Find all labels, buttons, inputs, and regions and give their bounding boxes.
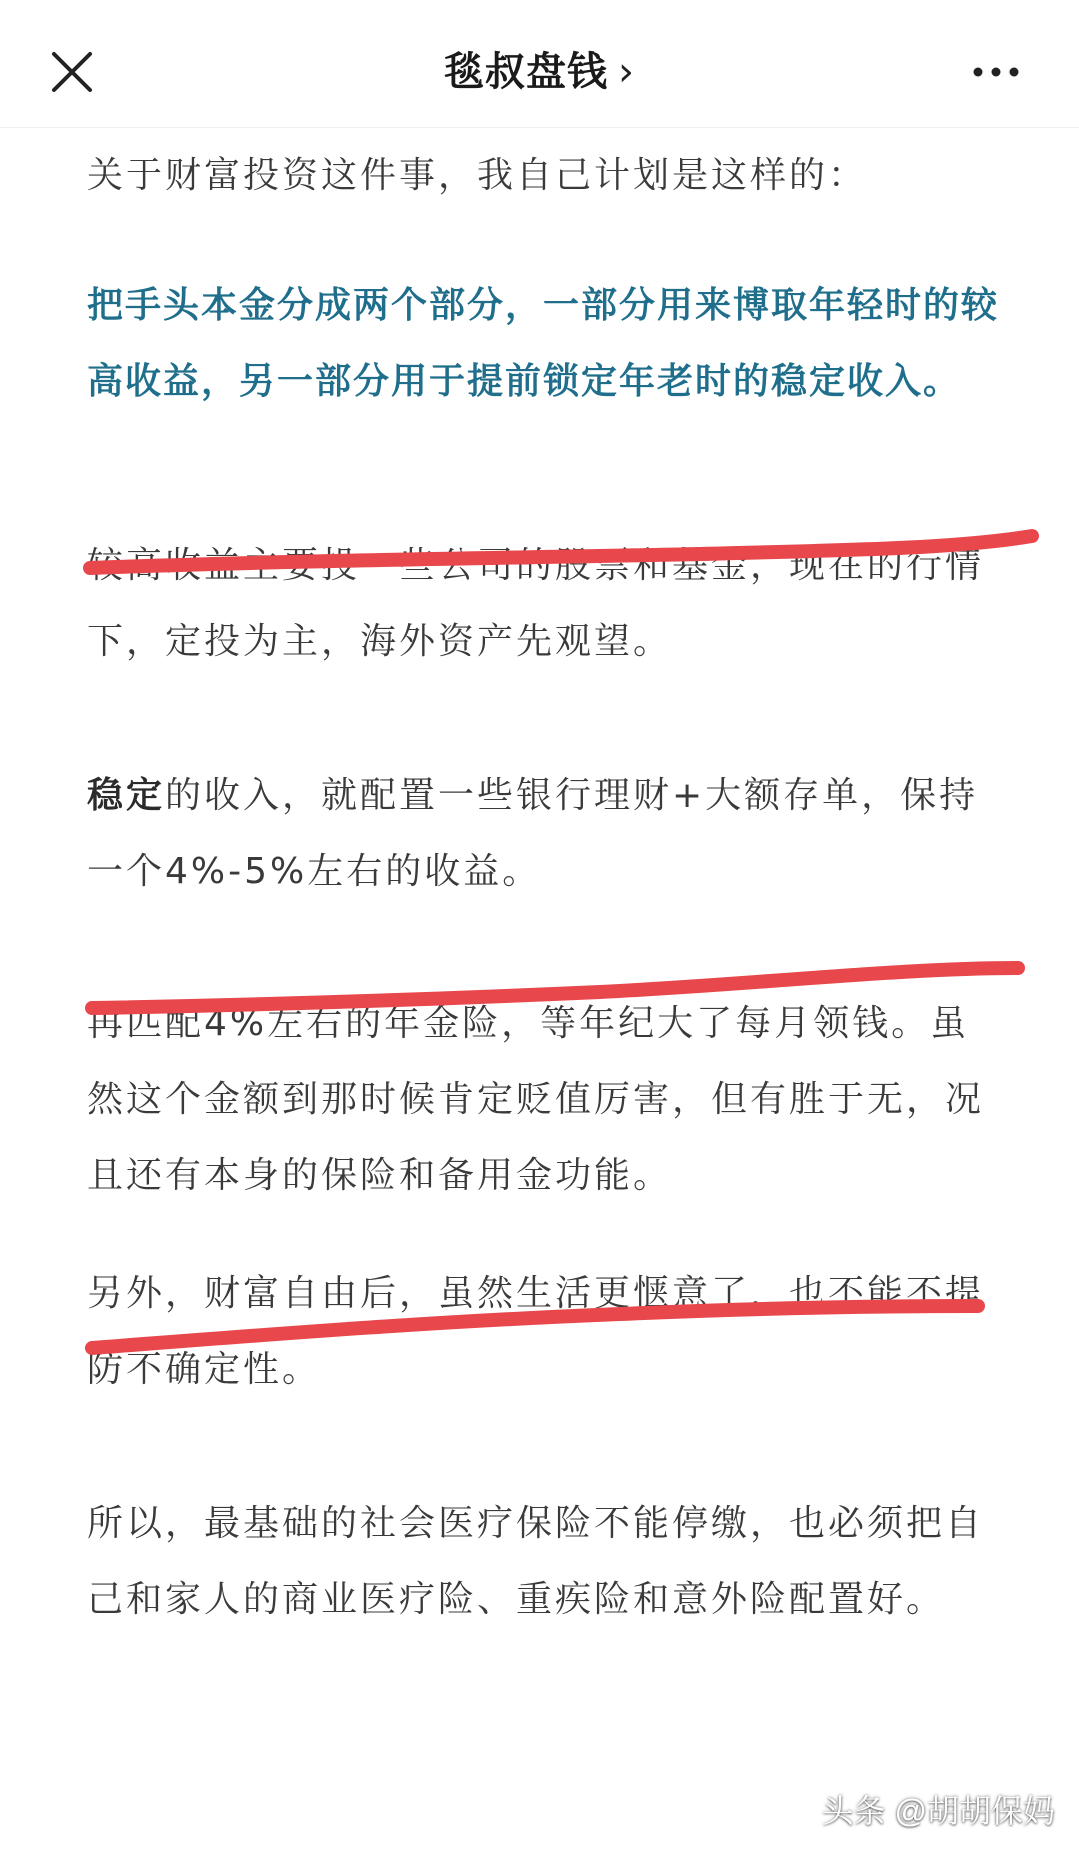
paragraph-intro: 关于财富投资这件事，我自己计划是这样的： [87, 155, 868, 196]
paragraph-stable-income [87, 758, 1007, 910]
watermark-text: 头条 @胡胡保妈 [821, 1793, 1055, 1829]
bold-word: 稳定 [87, 775, 166, 816]
chevron-right-icon[interactable]: › [618, 49, 635, 95]
paragraph-uncertainty: 另外，财富自由后，虽然生活更惬意了，也不能不提防不确定性。 [87, 1273, 985, 1390]
page-title[interactable]: 毯叔盘钱 [444, 49, 608, 95]
paragraph-insurance: 所以，最基础的社会医疗保险不能停缴，也必须把自己和家人的商业医疗险、重疾险和意外险配置好。 [87, 1503, 985, 1620]
top-nav-bar [0, 0, 1079, 128]
more-button[interactable] [971, 62, 1021, 82]
account-title-link[interactable] [0, 44, 1079, 100]
paragraph-high-return: 较高收益主要投一些公司的股票和基金，现在的行情下，定投为主，海外资产先观望。 [87, 545, 985, 662]
more-dots-icon[interactable] [971, 62, 1021, 82]
paragraph-highlight: 把手头本金分成两个部分，一部分用来博取年轻时的较高收益，另一部分用于提前锁定年老时的稳定收入。 [87, 285, 1000, 402]
paragraph-stable-income-text: 的收入，就配置一些银行理财+大额存单，保持一个4%-5%左右的收益。 [87, 775, 979, 892]
paragraph-annuity: 再匹配4%左右的年金险，等年纪大了每月领钱。虽然这个金额到那时候肯定贬值厉害，但有胜于无，况且还有本身的保险和备用金功能。 [87, 1003, 985, 1196]
